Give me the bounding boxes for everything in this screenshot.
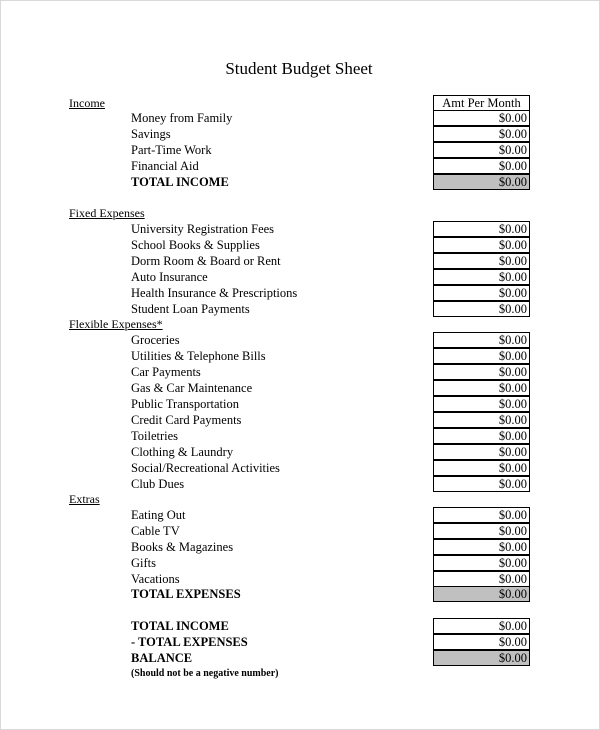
fixed-health-insurance-amount[interactable]: $0.00 <box>433 285 530 301</box>
fixed-auto-insurance-amount[interactable]: $0.00 <box>433 269 530 285</box>
total-income-amount: $0.00 <box>433 174 530 190</box>
summary-total-income-amount: $0.00 <box>433 618 530 634</box>
total-expenses-label: TOTAL EXPENSES <box>131 587 241 601</box>
summary-total-income-label: TOTAL INCOME <box>131 619 229 633</box>
flex-toiletries-amount[interactable]: $0.00 <box>433 428 530 444</box>
flex-social-activities-label: Social/Recreational Activities <box>131 461 280 475</box>
balance-label: BALANCE <box>131 651 193 665</box>
fixed-student-loan-amount[interactable]: $0.00 <box>433 301 530 317</box>
flex-club-dues-amount[interactable]: $0.00 <box>433 476 530 492</box>
fixed-school-books-amount[interactable]: $0.00 <box>433 237 530 253</box>
total-expenses-amount: $0.00 <box>433 586 530 602</box>
flex-public-transportation-amount[interactable]: $0.00 <box>433 396 530 412</box>
income-part-time-work-label: Part-Time Work <box>131 143 212 157</box>
total-income-label: TOTAL INCOME <box>131 175 229 189</box>
income-savings-amount[interactable]: $0.00 <box>433 126 530 142</box>
fixed-dorm-room-amount[interactable]: $0.00 <box>433 253 530 269</box>
summary-total-expenses-label: - TOTAL EXPENSES <box>131 635 248 649</box>
flex-clothing-laundry-amount[interactable]: $0.00 <box>433 444 530 460</box>
extras-eating-out-label: Eating Out <box>131 508 186 522</box>
extras-gifts-label: Gifts <box>131 556 156 570</box>
extras-eating-out-amount[interactable]: $0.00 <box>433 507 530 523</box>
income-money-from-family-amount[interactable]: $0.00 <box>433 110 530 126</box>
flex-car-payments-amount[interactable]: $0.00 <box>433 364 530 380</box>
flex-gas-maintenance-amount[interactable]: $0.00 <box>433 380 530 396</box>
extras-cable-tv-label: Cable TV <box>131 524 180 538</box>
extras-vacations-label: Vacations <box>131 572 180 586</box>
income-part-time-work-amount[interactable]: $0.00 <box>433 142 530 158</box>
section-income-label: Income <box>69 96 105 110</box>
flex-toiletries-label: Toiletries <box>131 429 179 443</box>
section-fixed-expenses-label: Fixed Expenses <box>69 206 145 220</box>
extras-gifts-amount[interactable]: $0.00 <box>433 555 530 571</box>
flex-groceries-amount[interactable]: $0.00 <box>433 332 530 348</box>
income-financial-aid-amount[interactable]: $0.00 <box>433 158 530 174</box>
balance-amount: $0.00 <box>433 650 530 666</box>
flex-public-transportation-label: Public Transportation <box>131 397 239 411</box>
extras-cable-tv-amount[interactable]: $0.00 <box>433 523 530 539</box>
flex-social-activities-amount[interactable]: $0.00 <box>433 460 530 476</box>
fixed-registration-fees-label: University Registration Fees <box>131 222 275 236</box>
fixed-registration-fees-amount[interactable]: $0.00 <box>433 221 530 237</box>
flex-clothing-laundry-label: Clothing & Laundry <box>131 445 234 459</box>
flex-credit-card-amount[interactable]: $0.00 <box>433 412 530 428</box>
flex-utilities-amount[interactable]: $0.00 <box>433 348 530 364</box>
fixed-health-insurance-label: Health Insurance & Prescriptions <box>131 286 298 300</box>
fixed-auto-insurance-label: Auto Insurance <box>131 270 208 284</box>
income-savings-label: Savings <box>131 127 171 141</box>
fixed-student-loan-label: Student Loan Payments <box>131 302 250 316</box>
flex-car-payments-label: Car Payments <box>131 365 201 379</box>
negative-balance-note: (Should not be a negative number) <box>131 668 279 679</box>
page-title: Student Budget Sheet <box>225 59 373 78</box>
fixed-dorm-room-label: Dorm Room & Board or Rent <box>131 254 281 268</box>
flex-credit-card-label: Credit Card Payments <box>131 413 242 427</box>
income-financial-aid-label: Financial Aid <box>131 159 199 173</box>
extras-books-magazines-label: Books & Magazines <box>131 540 234 554</box>
flex-groceries-label: Groceries <box>131 333 180 347</box>
income-money-from-family-label: Money from Family <box>131 111 233 125</box>
flex-utilities-label: Utilities & Telephone Bills <box>131 349 266 363</box>
section-flexible-expenses-label: Flexible Expenses* <box>69 317 163 331</box>
extras-books-magazines-amount[interactable]: $0.00 <box>433 539 530 555</box>
section-extras-label: Extras <box>69 492 100 506</box>
summary-total-expenses-amount: $0.00 <box>433 634 530 650</box>
fixed-school-books-label: School Books & Supplies <box>131 238 260 252</box>
flex-club-dues-label: Club Dues <box>131 477 185 491</box>
flex-gas-maintenance-label: Gas & Car Maintenance <box>131 381 253 395</box>
column-header-amt-per-month: Amt Per Month <box>433 95 530 111</box>
extras-vacations-amount[interactable]: $0.00 <box>433 571 530 587</box>
